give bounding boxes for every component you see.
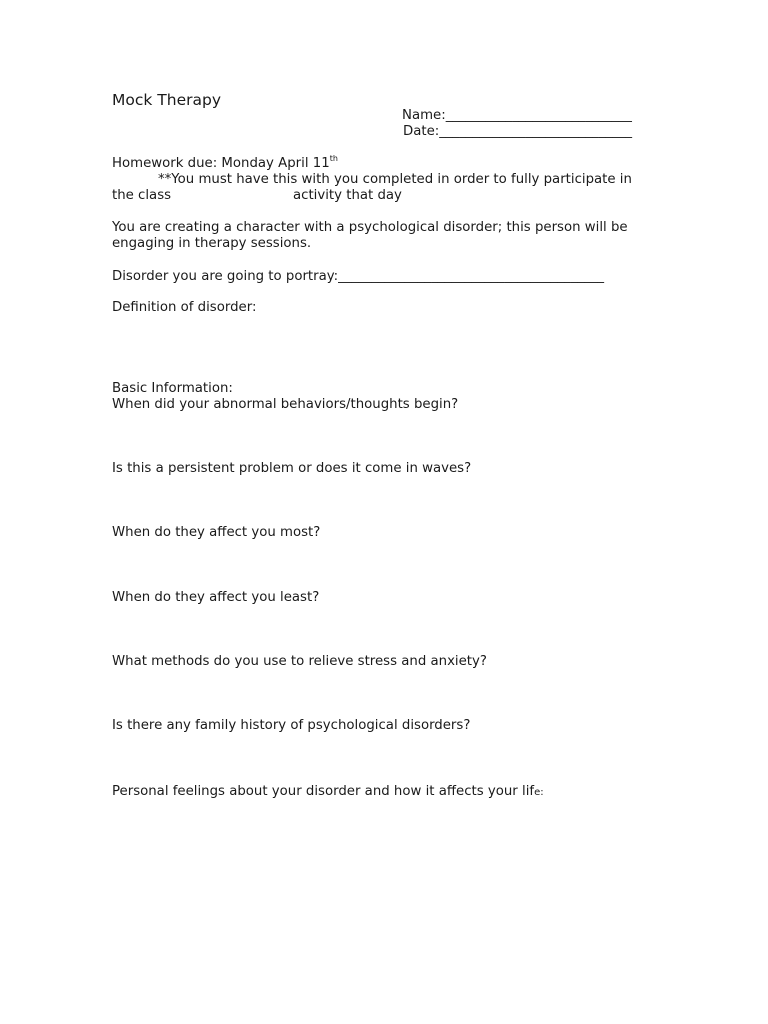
intro-line2: engaging in therapy sessions. [112, 236, 312, 251]
homework-note-class: the class [112, 188, 172, 203]
homework-note-line1: **You must have this with you completed in order to fully participate in [158, 172, 632, 187]
question-relieve-stress: What methods do you use to relieve stress and anxiety? [112, 654, 487, 669]
homework-due-text: Homework due: Monday April 11 [112, 156, 330, 171]
name-field-line: Name:____________________________ [402, 108, 632, 123]
disorder-field-line: Disorder you are going to portray:________________________________________ [112, 269, 605, 284]
date-field-line: Date:_____________________________ [403, 124, 633, 139]
question-behaviors-begin: When did your abnormal behaviors/thoughts begin? [112, 397, 459, 412]
page-title: Mock Therapy [112, 91, 221, 109]
question-personal-feelings-text: Personal feelings about your disorder and how it affects your lif [112, 784, 535, 799]
question-affect-most: When do they affect you most? [112, 525, 321, 540]
homework-due-line [112, 156, 338, 172]
date-suffix: th [329, 154, 338, 163]
question-family-history: Is there any family history of psychological disorders? [112, 718, 471, 733]
question-personal-feelings-tail: e: [534, 787, 544, 798]
question-persistent-problem: Is this a persistent problem or does it come in waves? [112, 461, 472, 476]
question-affect-least: When do they affect you least? [112, 590, 320, 605]
homework-note-activity: activity that day [293, 188, 402, 203]
basic-information-heading: Basic Information: [112, 381, 233, 396]
question-personal-feelings [112, 784, 544, 801]
definition-label: Definition of disorder: [112, 300, 257, 315]
intro-line1: You are creating a character with a psychological disorder; this person will be [112, 220, 628, 235]
